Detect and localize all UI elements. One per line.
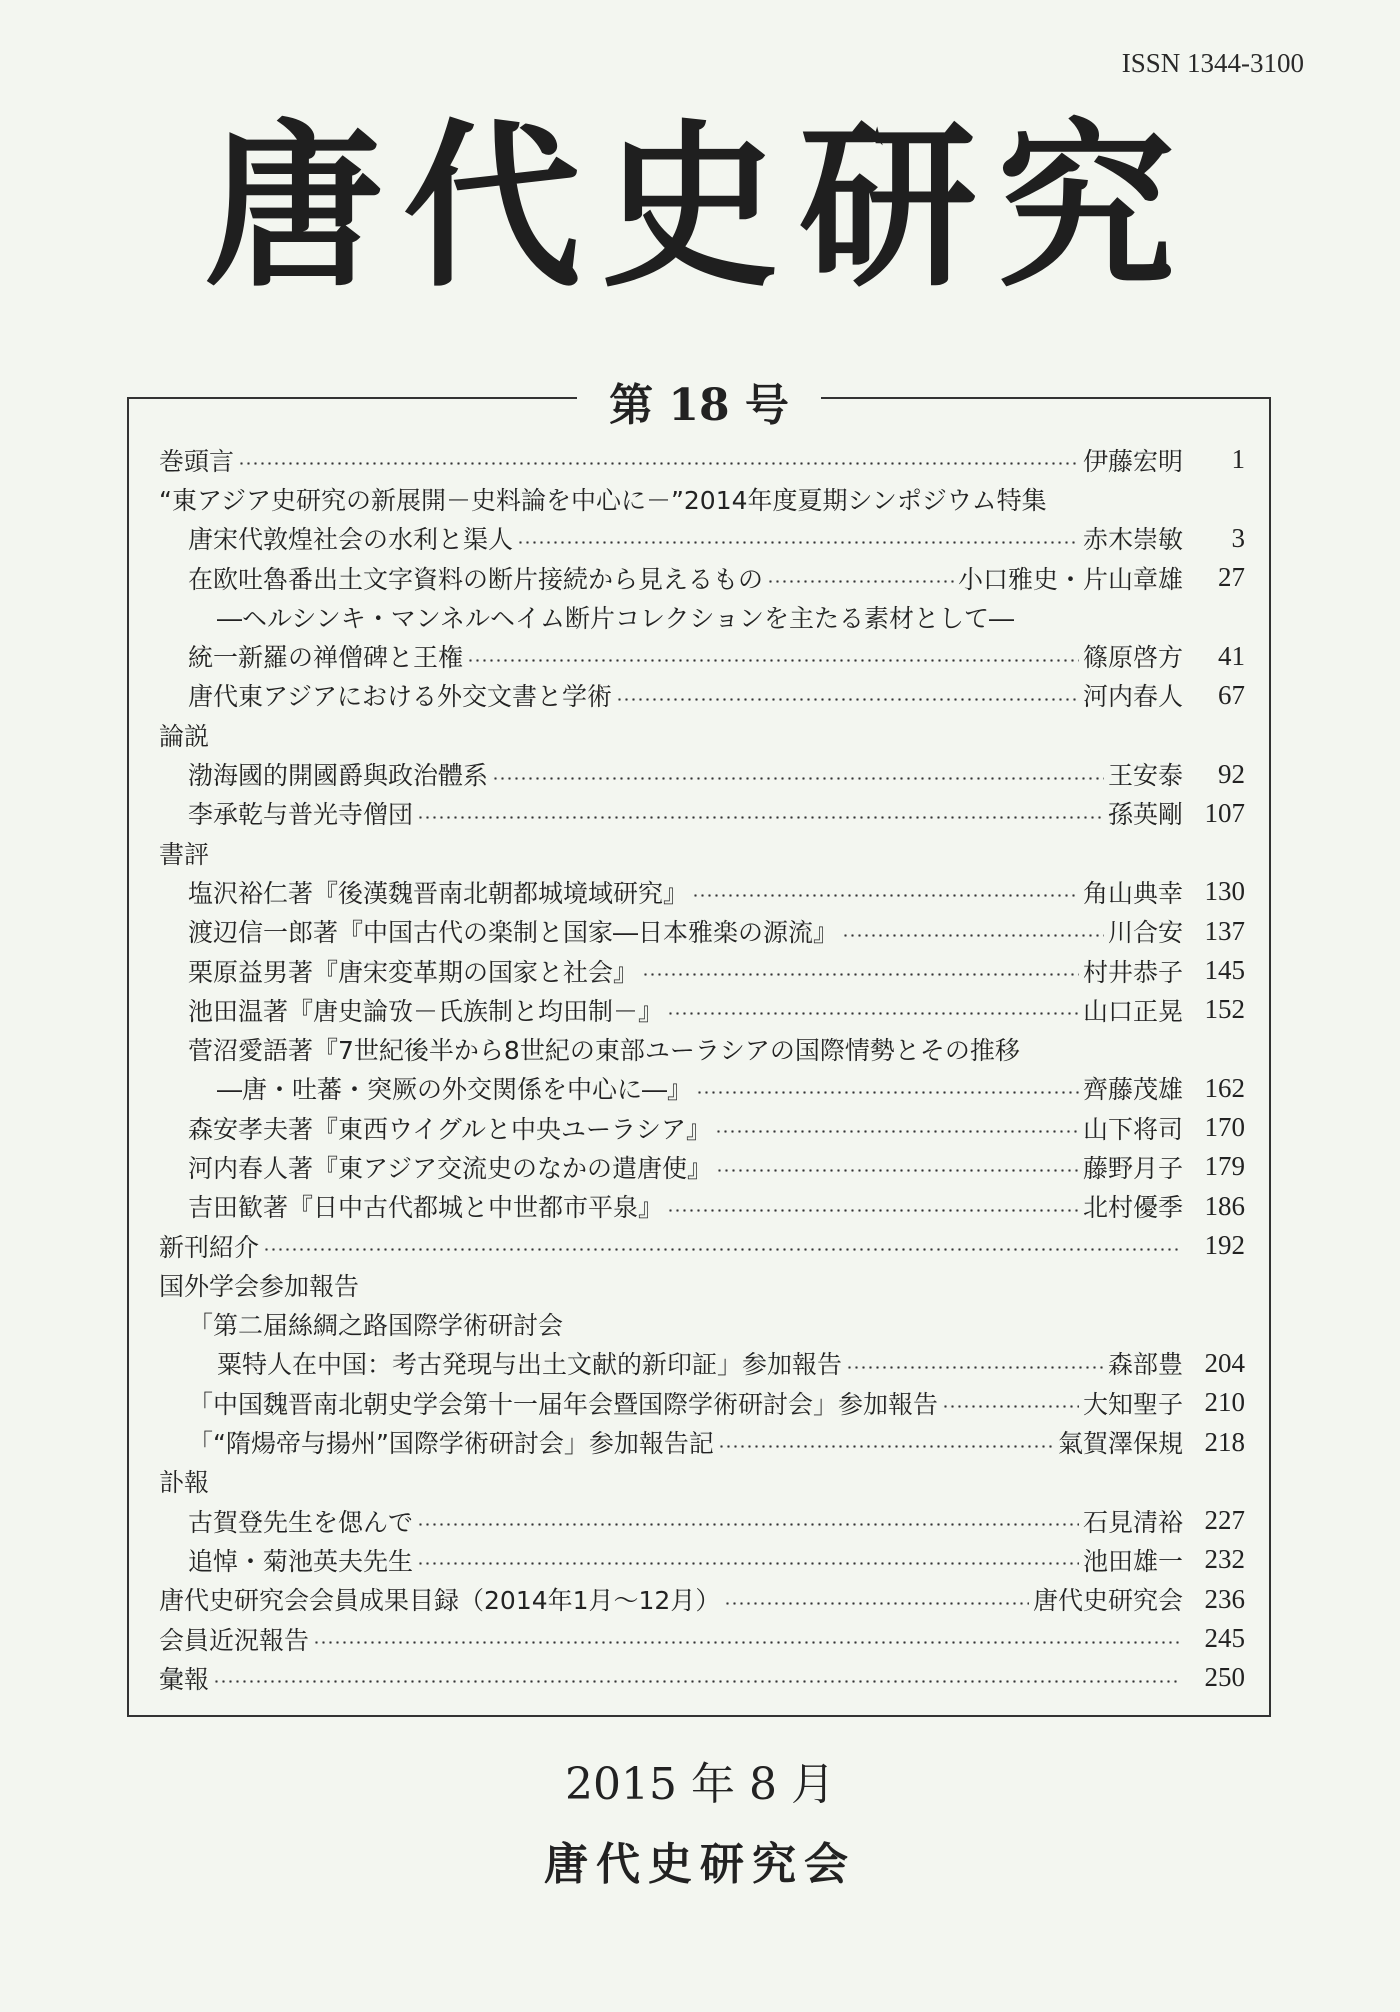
toc-entry-title: 粟特人在中国：考古発現与出土文献的新印証」参加報告: [217, 1350, 843, 1380]
toc-entry: [159, 754, 1245, 793]
toc-entry: [159, 636, 1245, 675]
toc-entry-author: 河内春人: [1082, 682, 1183, 712]
toc-entry-author: 大知聖子: [1082, 1389, 1183, 1419]
toc-entry-author: 氣賀澤保規: [1057, 1429, 1183, 1459]
toc-entry: [159, 1226, 1245, 1265]
dot-leader: [417, 1523, 1079, 1526]
dot-leader: [467, 659, 1079, 662]
toc-entry: [159, 1383, 1245, 1422]
toc-entry: [159, 1658, 1245, 1697]
dot-leader: [718, 1445, 1054, 1448]
toc-entry: [159, 912, 1245, 951]
toc-entry-title: 唐宋代敦煌社会の水利と渠人: [188, 525, 514, 555]
toc-entry-title: 書評: [159, 839, 210, 869]
toc-entry-title: 論説: [159, 721, 210, 751]
dot-leader: [696, 1091, 1079, 1094]
toc-entry-page: 170: [1204, 1112, 1245, 1143]
dot-leader: [767, 580, 954, 583]
dot-leader: [213, 1680, 1179, 1683]
toc-entry-title: 栗原益男著『唐宋変革期の国家と社会』: [188, 957, 639, 987]
toc-entry-page: 179: [1204, 1151, 1245, 1182]
toc-entry-title: 新刊紹介: [159, 1232, 260, 1262]
dot-leader: [263, 1248, 1179, 1251]
toc-entry: [159, 1069, 1245, 1108]
toc-entry-title: 菅沼愛語著『7世紀後半から8世紀の東部ユーラシアの国際情勢とその推移: [188, 1036, 1020, 1066]
issue-number: 第 18 号: [577, 380, 821, 431]
toc-entry-page: 218: [1204, 1426, 1245, 1457]
dot-leader: [417, 816, 1104, 819]
toc-entry-page: 3: [1231, 522, 1245, 553]
dot-leader: [842, 934, 1104, 937]
toc-entry-title: 巻頭言: [159, 446, 235, 476]
toc-entry-page: 137: [1204, 915, 1245, 946]
toc-entry-title: 追悼・菊池英夫先生: [188, 1546, 414, 1576]
toc-entry: [159, 1344, 1245, 1383]
publication-date: 2015 年 8 月: [565, 1759, 835, 1810]
toc-entry-page: 210: [1204, 1387, 1245, 1418]
toc-entry-title: 統一新羅の禅僧碑と王権: [188, 643, 464, 673]
toc-entry: [159, 833, 1245, 872]
dot-leader: [667, 1209, 1079, 1212]
toc-entry: [159, 872, 1245, 911]
toc-entry-title: 彙報: [159, 1664, 210, 1694]
toc-entry: [159, 1501, 1245, 1540]
toc-entry: [159, 1462, 1245, 1501]
toc-entry: [159, 676, 1245, 715]
toc-entry-page: 186: [1204, 1190, 1245, 1221]
toc-entry-page: 152: [1204, 994, 1245, 1025]
toc-entry-title: 李承乾与普光寺僧団: [188, 800, 414, 830]
toc-entry-title: 森安孝夫著『東西ウイグルと中央ユーラシア』: [188, 1114, 712, 1144]
dot-leader: [724, 1602, 1029, 1605]
dot-leader: [417, 1562, 1079, 1565]
toc-entry-author: 赤木崇敏: [1082, 525, 1183, 555]
dot-leader: [692, 894, 1079, 897]
toc-entry: [159, 1422, 1245, 1461]
toc-entry-page: 250: [1204, 1662, 1245, 1693]
dot-leader: [846, 1366, 1104, 1369]
issn: ISSN 1344-3100: [1121, 48, 1304, 78]
toc-entry-author: 篠原啓方: [1082, 643, 1183, 673]
toc-entry-title: 唐代東アジアにおける外交文書と学術: [188, 682, 613, 712]
toc-entry-author: 唐代史研究会: [1032, 1586, 1183, 1616]
toc-entry-page: 67: [1218, 679, 1245, 710]
toc-entry-author: 北村優季: [1082, 1193, 1183, 1223]
dot-leader: [942, 1405, 1079, 1408]
dot-leader: [715, 1130, 1079, 1133]
toc-entry-title: 塩沢裕仁著『後漢魏晋南北朝都城境域研究』: [188, 878, 689, 908]
toc-entry: [159, 1619, 1245, 1658]
toc-entry-title: 訃報: [159, 1468, 210, 1498]
toc-entry-page: 130: [1204, 876, 1245, 907]
toc-entry-title: 国外学会参加報告: [159, 1271, 360, 1301]
toc-entry-title: 渤海國的開國爵與政治體系: [188, 761, 489, 791]
issue-label-wrapper: [129, 369, 1269, 433]
toc-entry-author: 池田雄一: [1082, 1546, 1183, 1576]
toc-entry: [159, 597, 1245, 636]
toc-entry-author: 藤野月子: [1082, 1153, 1183, 1183]
toc-entry: [159, 519, 1245, 558]
toc-entry: [159, 1265, 1245, 1304]
toc-entry-page: 204: [1204, 1347, 1245, 1378]
toc-entry: [159, 479, 1245, 518]
dot-leader: [642, 973, 1079, 976]
toc-entry: [159, 1029, 1245, 1068]
toc-entry-author: 王安泰: [1107, 761, 1183, 791]
toc-entry-title: 在欧吐魯番出土文字資料の断片接続から見えるもの: [188, 564, 764, 594]
toc-entry-author: 石見清裕: [1082, 1507, 1183, 1537]
dot-leader: [492, 777, 1104, 780]
toc-entry: [159, 1187, 1245, 1226]
toc-entry: [159, 1147, 1245, 1186]
dot-leader: [517, 541, 1079, 544]
toc-entry: [159, 715, 1245, 754]
toc-entry-page: 92: [1218, 758, 1245, 789]
toc-entry: [159, 558, 1245, 597]
toc-entry-title: 渡辺信一郎著『中国古代の楽制と国家―日本雅楽の源流』: [188, 918, 839, 948]
table-of-contents-box: [127, 380, 1271, 1717]
toc-entry-title: 会員近況報告: [159, 1625, 310, 1655]
toc-entry: [159, 990, 1245, 1029]
toc-entry-author: 小口雅史・片山章雄: [957, 564, 1183, 594]
toc-entry-title: ―唐・吐蕃・突厥の外交関係を中心に―』: [217, 1075, 693, 1105]
dot-leader: [238, 462, 1079, 465]
dot-leader: [667, 1012, 1079, 1015]
toc-entry-page: 1: [1231, 444, 1245, 475]
toc-entry-title: 「“隋煬帝与揚州”国際学術研討会」参加報告記: [188, 1429, 714, 1459]
toc-entry-title: ―ヘルシンキ・マンネルヘイム断片コレクションを主たる素材として―: [217, 603, 1015, 633]
toc-entry: [159, 951, 1245, 990]
toc-entry-author: 村井恭子: [1082, 957, 1183, 987]
toc-entry-title: 唐代史研究会会員成果目録（2014年1月～12月）: [159, 1586, 721, 1616]
publisher: 唐代史研究会: [544, 1839, 856, 1890]
toc-entry-author: 川合安: [1107, 918, 1183, 948]
toc-entry-page: 107: [1204, 797, 1245, 828]
toc-entry: [159, 1305, 1245, 1344]
toc-entry-author: 森部豊: [1107, 1350, 1183, 1380]
dot-leader: [716, 1169, 1079, 1172]
toc-entry-title: 古賀登先生を偲んで: [188, 1507, 414, 1537]
toc-entry-title: “東アジア史研究の新展開－史料論を中心に－”2014年度夏期シンポジウム特集: [159, 485, 1047, 515]
toc-entry-author: 齊藤茂雄: [1082, 1075, 1183, 1105]
toc-entry-page: 162: [1204, 1072, 1245, 1103]
toc-entry: [159, 440, 1245, 479]
toc-entry-page: 27: [1218, 562, 1245, 593]
toc-entry-page: 192: [1204, 1230, 1245, 1261]
toc-entry-author: 孫英剛: [1107, 800, 1183, 830]
toc-entry: [159, 1580, 1245, 1619]
toc-entry: [159, 1540, 1245, 1579]
toc-entry-page: 41: [1218, 640, 1245, 671]
toc-entry-author: 角山典幸: [1082, 878, 1183, 908]
toc-entry-author: 山下将司: [1082, 1114, 1183, 1144]
journal-title: 唐代史研究: [205, 102, 1195, 311]
toc-entry-title: 「中国魏晋南北朝史学会第十一届年会暨国際学術研討会」参加報告: [188, 1389, 939, 1419]
dot-leader: [313, 1641, 1179, 1644]
toc-entry-page: 245: [1204, 1623, 1245, 1654]
toc-entry-author: 伊藤宏明: [1082, 446, 1183, 476]
table-of-contents: [159, 440, 1245, 1698]
toc-entry-title: 河内春人著『東アジア交流史のなかの遣唐使』: [188, 1153, 713, 1183]
toc-entry-title: 吉田歓著『日中古代都城と中世都市平泉』: [188, 1193, 664, 1223]
dot-leader: [616, 698, 1079, 701]
toc-entry-title: 「第二届絲綢之路国際学術研討会: [188, 1311, 564, 1341]
toc-entry-page: 227: [1204, 1505, 1245, 1536]
toc-entry: [159, 1108, 1245, 1147]
toc-entry-author: 山口正晃: [1082, 996, 1183, 1026]
toc-entry-page: 232: [1204, 1544, 1245, 1575]
toc-entry-page: 236: [1204, 1583, 1245, 1614]
toc-entry: [159, 794, 1245, 833]
toc-entry-page: 145: [1204, 955, 1245, 985]
toc-entry-title: 池田温著『唐史論攷－氏族制と均田制－』: [188, 996, 664, 1026]
